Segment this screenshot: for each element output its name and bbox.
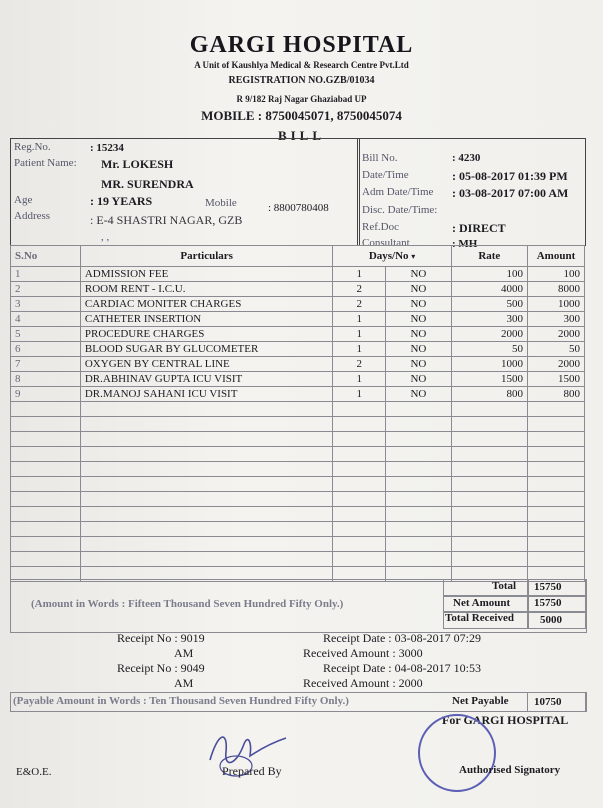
guardian-name: MR. SURENDRA bbox=[101, 177, 194, 191]
empty-cell bbox=[386, 552, 452, 567]
row-no: NO bbox=[386, 312, 452, 327]
empty-table-row bbox=[11, 522, 585, 537]
disc-datetime-label: Disc. Date/Time: bbox=[362, 204, 438, 216]
address-extra: , , bbox=[101, 231, 110, 243]
header-days bbox=[333, 246, 451, 267]
empty-cell bbox=[386, 507, 452, 522]
row-rate: 4000 bbox=[451, 282, 527, 297]
empty-cell bbox=[527, 402, 584, 417]
table-header-row bbox=[11, 246, 585, 267]
empty-cell bbox=[386, 432, 452, 447]
empty-cell bbox=[386, 417, 452, 432]
empty-cell bbox=[386, 522, 452, 537]
row-particular: DR.ABHINAV GUPTA ICU VISIT bbox=[80, 372, 333, 387]
row-days: 1 bbox=[333, 372, 386, 387]
empty-cell bbox=[11, 537, 81, 552]
empty-table-row bbox=[11, 462, 585, 477]
refdoc-label: Ref.Doc bbox=[362, 221, 399, 233]
empty-cell bbox=[11, 507, 81, 522]
row-sno: 2 bbox=[11, 282, 81, 297]
table-row bbox=[11, 342, 585, 357]
empty-cell bbox=[11, 522, 81, 537]
empty-cell bbox=[451, 492, 527, 507]
bill-no-value: : 4230 bbox=[452, 152, 481, 164]
consultant-label: Consultant bbox=[362, 237, 410, 249]
amount-in-words: (Amount in Words : Fifteen Thousand Seven Hundred Fifty Only.) bbox=[31, 598, 344, 610]
receipt-2-am: AM bbox=[174, 676, 194, 690]
row-days: 1 bbox=[333, 267, 386, 282]
table-row bbox=[11, 357, 585, 372]
prepared-by: Prepared By bbox=[222, 764, 282, 778]
items-table bbox=[10, 245, 585, 582]
row-sno: 5 bbox=[11, 327, 81, 342]
empty-cell bbox=[527, 522, 584, 537]
row-rate: 50 bbox=[451, 342, 527, 357]
empty-cell bbox=[80, 462, 333, 477]
chevron-down-icon: ▾ bbox=[411, 251, 416, 261]
empty-cell bbox=[386, 402, 452, 417]
row-particular: CATHETER INSERTION bbox=[80, 312, 333, 327]
receipt-2-date: Receipt Date : 04-08-2017 10:53 bbox=[323, 661, 481, 675]
net-payable-label: Net Payable bbox=[452, 695, 509, 707]
adm-datetime-value: : 03-08-2017 07:00 AM bbox=[452, 186, 569, 200]
empty-cell bbox=[527, 492, 584, 507]
table-row bbox=[11, 327, 585, 342]
net-amount-value: 15750 bbox=[534, 597, 562, 609]
row-amount: 8000 bbox=[527, 282, 584, 297]
empty-table-row bbox=[11, 537, 585, 552]
empty-cell bbox=[333, 477, 386, 492]
empty-cell bbox=[11, 402, 81, 417]
empty-table-row bbox=[11, 402, 585, 417]
row-days: 1 bbox=[333, 342, 386, 357]
empty-cell bbox=[80, 402, 333, 417]
empty-cell bbox=[11, 477, 81, 492]
empty-cell bbox=[527, 477, 584, 492]
age-value: : 19 YEARS bbox=[90, 194, 153, 208]
empty-cell bbox=[386, 492, 452, 507]
row-sno: 4 bbox=[11, 312, 81, 327]
row-amount: 800 bbox=[527, 387, 584, 402]
receipt-2-no: Receipt No : 9049 bbox=[117, 661, 205, 675]
empty-cell bbox=[386, 447, 452, 462]
empty-table-row bbox=[11, 492, 585, 507]
net-payable-value: 10750 bbox=[534, 696, 562, 708]
row-particular: DR.MANOJ SAHANI ICU VISIT bbox=[80, 387, 333, 402]
table-row bbox=[11, 372, 585, 387]
row-amount: 50 bbox=[527, 342, 584, 357]
row-no: NO bbox=[386, 372, 452, 387]
empty-cell bbox=[333, 417, 386, 432]
row-sno: 9 bbox=[11, 387, 81, 402]
patient-info-box bbox=[10, 138, 360, 246]
empty-cell bbox=[11, 417, 81, 432]
empty-cell bbox=[333, 462, 386, 477]
row-amount: 100 bbox=[527, 267, 584, 282]
table-row bbox=[11, 297, 585, 312]
empty-cell bbox=[527, 417, 584, 432]
reg-value: : 15234 bbox=[90, 142, 124, 154]
empty-cell bbox=[451, 447, 527, 462]
row-rate: 500 bbox=[451, 297, 527, 312]
row-particular: CARDIAC MONITER CHARGES bbox=[80, 297, 333, 312]
row-particular: OXYGEN BY CENTRAL LINE bbox=[80, 357, 333, 372]
row-days: 1 bbox=[333, 387, 386, 402]
empty-cell bbox=[527, 447, 584, 462]
empty-cell bbox=[80, 447, 333, 462]
row-no: NO bbox=[386, 342, 452, 357]
row-particular: ROOM RENT - I.C.U. bbox=[80, 282, 333, 297]
receipt-1-am: AM bbox=[174, 646, 194, 660]
eoe-note: E&O.E. bbox=[16, 766, 52, 778]
empty-cell bbox=[386, 537, 452, 552]
datetime-value: : 05-08-2017 01:39 PM bbox=[452, 169, 568, 183]
empty-cell bbox=[333, 507, 386, 522]
empty-cell bbox=[80, 477, 333, 492]
row-amount: 1000 bbox=[527, 297, 584, 312]
empty-cell bbox=[80, 552, 333, 567]
empty-cell bbox=[333, 402, 386, 417]
mobile-label: Mobile bbox=[205, 197, 237, 209]
empty-cell bbox=[527, 432, 584, 447]
row-no: NO bbox=[386, 297, 452, 312]
receipt-1-amount: Received Amount : 3000 bbox=[303, 646, 423, 660]
mobile-value: : 8800780408 bbox=[268, 202, 329, 214]
row-rate: 100 bbox=[451, 267, 527, 282]
empty-table-row bbox=[11, 432, 585, 447]
empty-cell bbox=[333, 447, 386, 462]
patient-name-value: Mr. LOKESH bbox=[101, 157, 174, 171]
row-rate: 1000 bbox=[451, 357, 527, 372]
document-title: BILL bbox=[277, 128, 326, 143]
row-no: NO bbox=[386, 267, 452, 282]
empty-cell bbox=[80, 492, 333, 507]
total-received-value: 5000 bbox=[540, 614, 562, 626]
empty-cell bbox=[451, 462, 527, 477]
row-no: NO bbox=[386, 282, 452, 297]
table-row bbox=[11, 312, 585, 327]
refdoc-value: : DIRECT bbox=[452, 221, 506, 235]
for-hospital: For GARGI HOSPITAL bbox=[442, 713, 569, 727]
empty-table-row bbox=[11, 417, 585, 432]
row-amount: 2000 bbox=[527, 357, 584, 372]
row-sno: 6 bbox=[11, 342, 81, 357]
reg-label: Reg.No. bbox=[14, 141, 51, 153]
row-amount: 300 bbox=[527, 312, 584, 327]
header-amount: Amount bbox=[527, 246, 584, 267]
empty-cell bbox=[11, 492, 81, 507]
adm-datetime-label: Adm Date/Time bbox=[362, 186, 434, 198]
header-rate: Rate bbox=[451, 246, 527, 267]
row-amount: 2000 bbox=[527, 327, 584, 342]
age-label: Age bbox=[14, 194, 33, 206]
empty-table-row bbox=[11, 552, 585, 567]
row-particular: PROCEDURE CHARGES bbox=[80, 327, 333, 342]
empty-table-row bbox=[11, 447, 585, 462]
table-row bbox=[11, 282, 585, 297]
row-rate: 2000 bbox=[451, 327, 527, 342]
datetime-label: Date/Time bbox=[362, 169, 409, 181]
receipt-1-date: Receipt Date : 03-08-2017 07:29 bbox=[323, 631, 481, 645]
empty-cell bbox=[386, 477, 452, 492]
hospital-stamp bbox=[418, 714, 496, 792]
empty-cell bbox=[11, 462, 81, 477]
row-particular: BLOOD SUGAR BY GLUCOMETER bbox=[80, 342, 333, 357]
total-received-label: Total Received bbox=[445, 612, 514, 624]
receipt-2-amount: Received Amount : 2000 bbox=[303, 676, 423, 690]
hospital-address: R 9/182 Raj Nagar Ghaziabad UP bbox=[236, 94, 367, 104]
empty-table-row bbox=[11, 507, 585, 522]
empty-cell bbox=[333, 432, 386, 447]
row-days: 2 bbox=[333, 297, 386, 312]
row-rate: 1500 bbox=[451, 372, 527, 387]
hospital-mobile: MOBILE : 8750045071, 8750045074 bbox=[201, 108, 402, 123]
row-no: NO bbox=[386, 357, 452, 372]
empty-cell bbox=[80, 507, 333, 522]
header-particulars: Particulars bbox=[80, 246, 333, 267]
row-days: 2 bbox=[333, 357, 386, 372]
patient-name-label: Patient Name: bbox=[14, 157, 77, 169]
total-value: 15750 bbox=[534, 581, 562, 593]
empty-cell bbox=[80, 537, 333, 552]
empty-cell bbox=[451, 552, 527, 567]
bill-no-label: Bill No. bbox=[362, 152, 398, 164]
table-row bbox=[11, 387, 585, 402]
empty-cell bbox=[333, 537, 386, 552]
empty-cell bbox=[527, 507, 584, 522]
authorised-signatory: Authorised Signatory bbox=[459, 764, 561, 776]
receipt-1-no: Receipt No : 9019 bbox=[117, 631, 205, 645]
address-label: Address bbox=[14, 210, 51, 222]
empty-cell bbox=[333, 552, 386, 567]
row-days: 1 bbox=[333, 312, 386, 327]
consultant-value: : MH bbox=[452, 238, 478, 250]
empty-cell bbox=[11, 432, 81, 447]
table-row bbox=[11, 267, 585, 282]
row-sno: 8 bbox=[11, 372, 81, 387]
row-particular: ADMISSION FEE bbox=[80, 267, 333, 282]
row-sno: 7 bbox=[11, 357, 81, 372]
row-sno: 1 bbox=[11, 267, 81, 282]
row-rate: 800 bbox=[451, 387, 527, 402]
empty-cell bbox=[527, 552, 584, 567]
address-value: : E-4 SHASTRI NAGAR, GZB bbox=[90, 213, 243, 227]
row-rate: 300 bbox=[451, 312, 527, 327]
empty-cell bbox=[527, 537, 584, 552]
row-days: 1 bbox=[333, 327, 386, 342]
payable-in-words: (Payable Amount in Words : Ten Thousand Seven Hundred Fifty Only.) bbox=[13, 695, 349, 707]
row-amount: 1500 bbox=[527, 372, 584, 387]
empty-cell bbox=[80, 522, 333, 537]
registration-number: REGISTRATION NO.GZB/01034 bbox=[228, 75, 375, 86]
empty-cell bbox=[11, 552, 81, 567]
row-no: NO bbox=[386, 387, 452, 402]
empty-cell bbox=[333, 522, 386, 537]
header-sno: S.No bbox=[11, 246, 81, 267]
empty-cell bbox=[451, 402, 527, 417]
empty-cell bbox=[11, 447, 81, 462]
total-label: Total bbox=[492, 580, 517, 592]
empty-cell bbox=[80, 432, 333, 447]
empty-cell bbox=[451, 537, 527, 552]
row-no: NO bbox=[386, 327, 452, 342]
header-days-label: Days/No bbox=[368, 249, 409, 262]
hospital-name: GARGI HOSPITAL bbox=[189, 32, 414, 58]
empty-cell bbox=[333, 492, 386, 507]
net-amount-label: Net Amount bbox=[453, 597, 511, 609]
empty-cell bbox=[451, 432, 527, 447]
empty-cell bbox=[451, 507, 527, 522]
empty-cell bbox=[451, 522, 527, 537]
empty-cell bbox=[527, 462, 584, 477]
empty-table-row bbox=[11, 477, 585, 492]
empty-cell bbox=[451, 477, 527, 492]
hospital-subtitle: A Unit of Kaushlya Medical & Research Centre Pvt.Ltd bbox=[194, 60, 409, 70]
empty-cell bbox=[80, 417, 333, 432]
row-sno: 3 bbox=[11, 297, 81, 312]
empty-cell bbox=[451, 417, 527, 432]
empty-cell bbox=[386, 462, 452, 477]
row-days: 2 bbox=[333, 282, 386, 297]
